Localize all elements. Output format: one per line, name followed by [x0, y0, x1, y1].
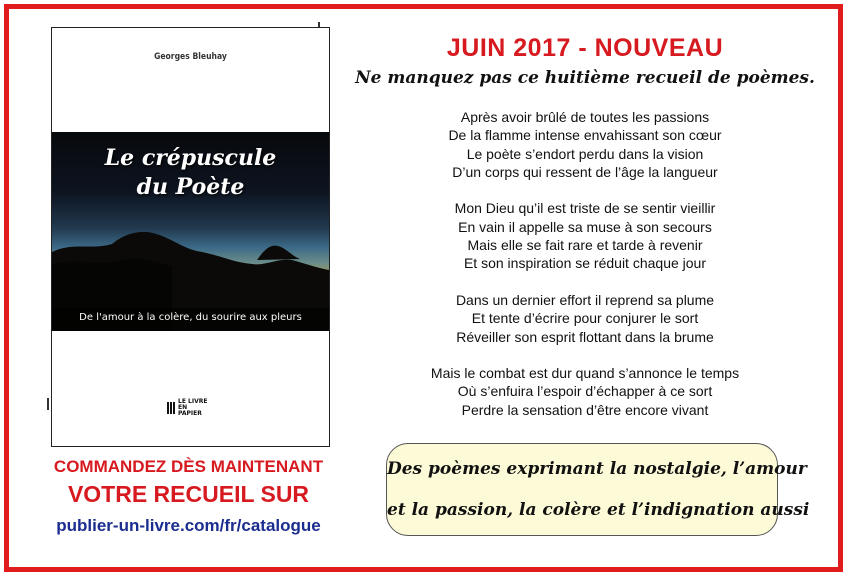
poem-line: De la flamme intense envahissant son cœur	[448, 127, 722, 144]
poem-stanza	[360, 108, 810, 181]
headline: JUIN 2017 - NOUVEAU	[446, 34, 724, 62]
poem-line: Après avoir brûlé de toutes les passions	[460, 109, 710, 125]
poem-line: Mais elle se fait rare et tarde à revenir	[467, 237, 703, 254]
book-cover	[51, 27, 330, 447]
poem-stanza	[360, 199, 810, 272]
publisher-logo-text: LE LIVRE EN PAPIER	[178, 398, 208, 417]
poem-stanza	[360, 364, 810, 419]
publisher-logo	[167, 399, 208, 417]
poem-line: En vain il appelle sa muse à son secours	[458, 218, 712, 235]
order-now-text: COMMANDEZ DÈS MAINTENANT	[53, 457, 324, 476]
poem-line: Le poète s’endort perdu dans la vision	[466, 145, 704, 162]
cover-title	[52, 144, 329, 202]
callout-line: et la passion, la colère et l’indignation aussi	[387, 500, 810, 520]
poem-line: Et son inspiration se réduit chaque jour	[463, 255, 707, 272]
catalogue-link[interactable]: publier-un-livre.com/fr/catalogue	[56, 516, 321, 535]
poem-line: Et tente d’écrire pour conjurer le sort	[471, 310, 699, 327]
poem-line: Perdre la sensation d’être encore vivant	[461, 401, 709, 418]
cover-title-line: Le crépuscule	[104, 145, 277, 171]
cover-subtitle: De l'amour à la colère, du sourire aux pleurs	[79, 312, 302, 323]
description-callout	[386, 443, 810, 536]
poem-line: D’un corps qui ressent de l’âge la langueur	[452, 163, 718, 180]
barcode-icon	[167, 402, 176, 414]
order-collection-text: VOTRE RECUEIL SUR	[67, 481, 310, 507]
poem-line: Où s’enfuira l’espoir d’échapper à ce sort	[457, 383, 713, 400]
poem-line: Mais le combat est dur quand s’annonce le temps	[430, 365, 740, 382]
poem-line: Mon Dieu qu’il est triste de se sentir vieillir	[454, 200, 716, 217]
cover-author: Georges Bleuhay	[154, 52, 227, 62]
poem-stanza	[360, 291, 810, 346]
poem	[360, 108, 810, 437]
crop-mark	[47, 398, 49, 410]
tagline: Ne manquez pas ce huitième recueil de poèmes.	[355, 68, 815, 88]
cover-title-line: du Poète	[136, 174, 245, 200]
callout-line: Des poèmes exprimant la nostalgie, l’amour	[387, 459, 807, 479]
poem-line: Dans un dernier effort il reprend sa plume	[455, 291, 715, 308]
poem-line: Réveiller son esprit flottant dans la brume	[456, 328, 714, 345]
